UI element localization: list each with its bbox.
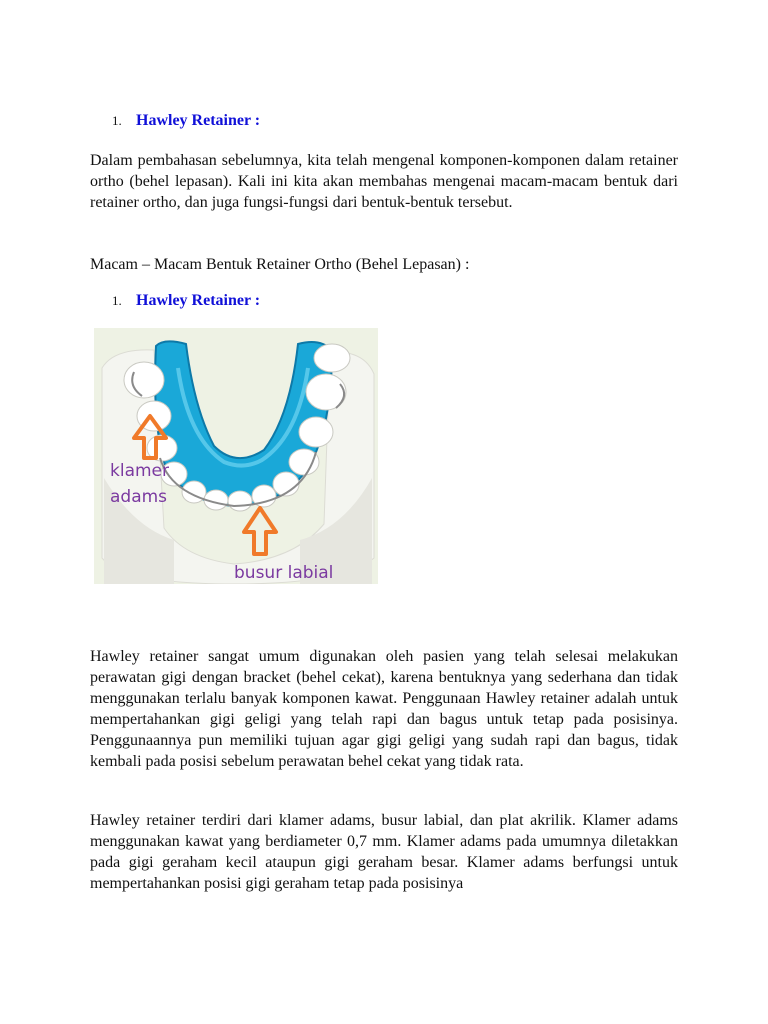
label-adams: adams (110, 487, 168, 507)
list-item-hawley-2 (112, 292, 260, 310)
list-number: 1. (112, 113, 122, 128)
label-busur-labial: busur labial (234, 563, 334, 583)
label-klamer: klamer (110, 461, 169, 481)
intro-paragraph: Dalam pembahasan sebelumnya, kita telah mengenal komponen-komponen dalam retainer ortho (behel lepasan). Kali ini kita akan membahas mengenai macam-macam bentuk dari retainer ortho, dan juga fungsi-fungsi dari bentuk-bentuk tersebut. (90, 152, 678, 211)
list-heading: Hawley Retainer : (136, 112, 261, 129)
body-paragraph-1: Hawley retainer sangat umum digunakan oleh pasien yang telah selesai melakukan perawatan gigi dengan bracket (behel cekat), karena bentuknya yang sederhana dan tidak menggunakan terlalu banyak komponen kawat. Penggunaan Hawley retainer adalah untuk mempertahankan gigi geligi yang telah rapi dan bagus untuk tetap pada posisinya. Penggunaannya pun memiliki tujuan agar gigi geligi yang sudah rapi dan bagus, tidak kembali pada posisi sebelum perawatan behel cekat yang tidak rata. (90, 648, 678, 770)
list-heading: Hawley Retainer : (136, 292, 261, 309)
body-paragraph-2: Hawley retainer terdiri dari klamer adams, busur labial, dan plat akrilik. Klamer adams menggunakan kawat yang berdiameter 0,7 mm. Klamer adams pada umumnya diletakkan pada gigi geraham kecil ataupun gigi geraham besar. Klamer adams berfungsi untuk mempertahankan posisi gigi geraham tetap pada posisinya (90, 812, 678, 892)
hawley-retainer-photo (94, 328, 378, 584)
list-item-hawley-1 (112, 112, 260, 130)
section-heading: Macam – Macam Bentuk Retainer Ortho (Behel Lepasan) : (90, 256, 470, 273)
list-number: 1. (112, 293, 122, 308)
